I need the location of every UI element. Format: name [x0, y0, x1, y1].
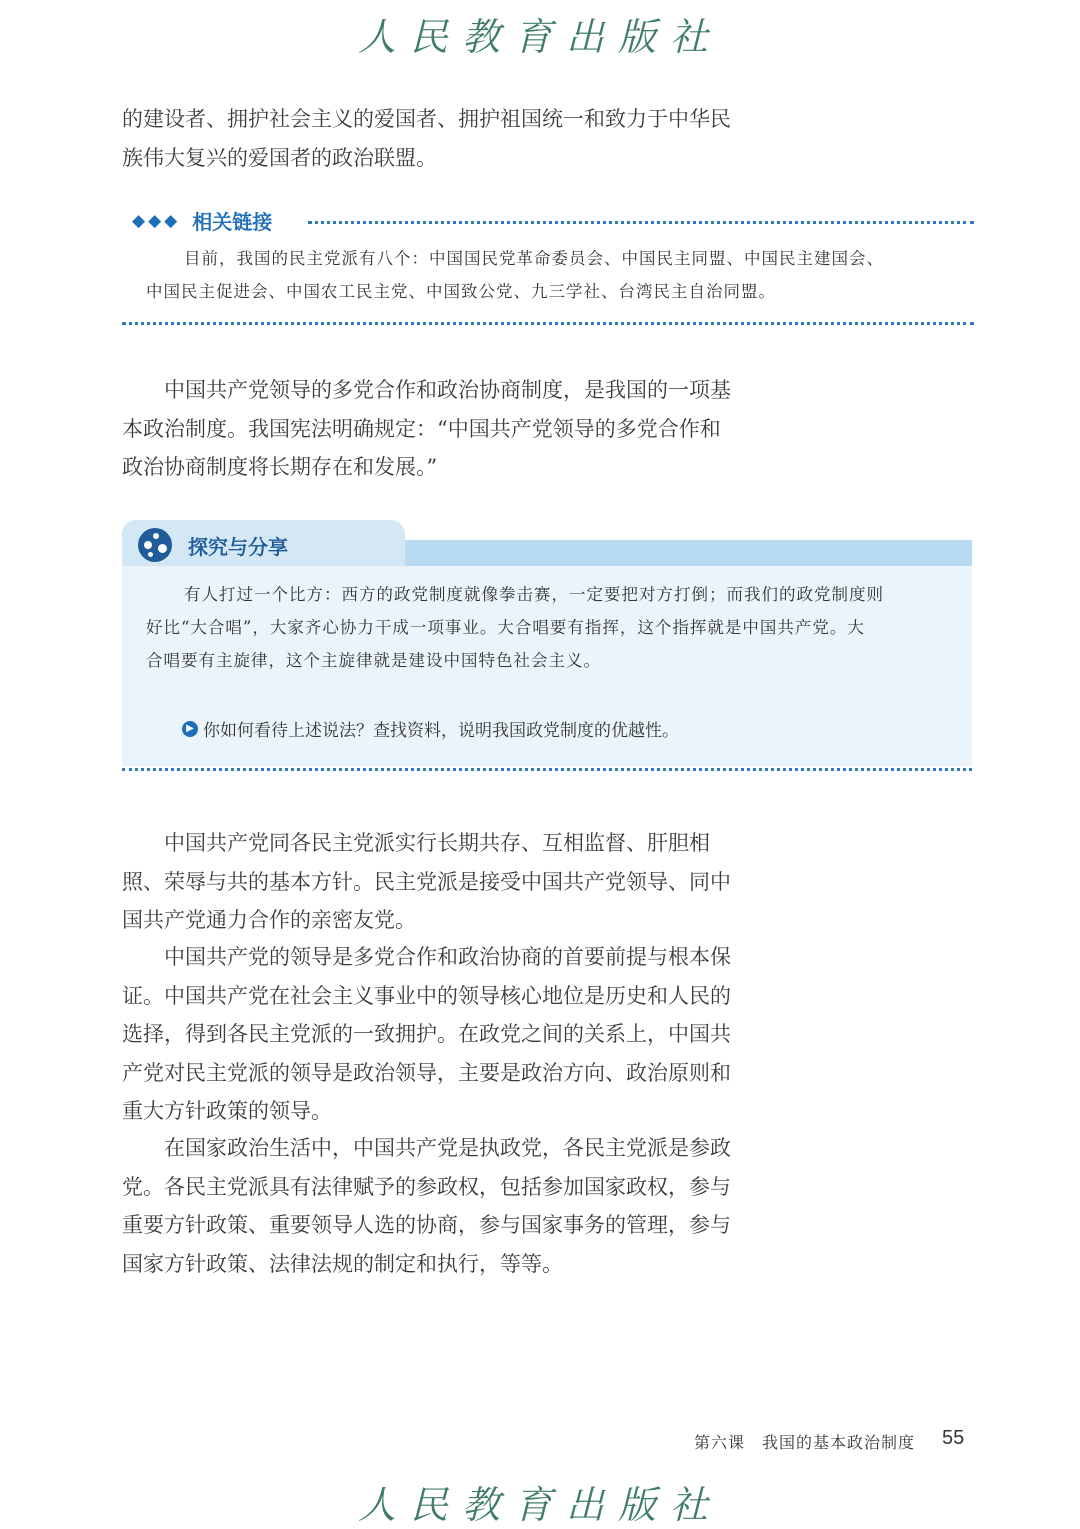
text-line: 目前，我国的民主党派有八个：中国国民党革命委员会、中国民主同盟、中国民主建国会、 — [183, 249, 884, 268]
text-line: 重要方针政策、重要领导人选的协商，参与国家事务的管理，参与 — [122, 1213, 731, 1237]
explore-text — [146, 578, 952, 677]
text-line: 在国家政治生活中，中国共产党是执政党，各民主党派是参政 — [164, 1136, 731, 1160]
paragraph-continuation — [122, 100, 754, 177]
paragraph-1 — [122, 371, 754, 487]
question-text: 你如何看待上述说法？查找资料，说明我国政党制度的优越性。 — [203, 721, 679, 741]
explore-icon — [138, 528, 172, 562]
text-line: 族伟大复兴的爱国者的政治联盟。 — [122, 145, 437, 170]
dotted-divider — [122, 322, 974, 325]
text-line: 好比“大合唱”，大家齐心协力干成一项事业。大合唱要有指挥，这个指挥就是中国共产党。大 — [146, 618, 865, 637]
text-line: 的建设者、拥护社会主义的爱国者、拥护祖国统一和致力于中华民 — [122, 107, 731, 131]
text-line: 有人打过一个比方：西方的政党制度就像拳击赛，一定要把对方打倒；而我们的政党制度则 — [183, 585, 884, 604]
related-link-box — [122, 204, 974, 328]
page-number: 55 — [942, 1427, 965, 1449]
diamond-icon: ◆◆◆ — [132, 210, 181, 231]
text-line: 产党对民主党派的领导是政治领导，主要是政治方向、政治原则和 — [122, 1060, 731, 1085]
text-line: 合唱要有主旋律，这个主旋律就是建设中国特色社会主义。 — [146, 651, 601, 670]
text-line: 党。各民主党派具有法律赋予的参政权，包括参加国家政权，参与 — [122, 1174, 731, 1199]
text-line: 国家方针政策、法律法规的制定和执行，等等。 — [122, 1251, 563, 1276]
text-line: 证。中国共产党在社会主义事业中的领导核心地位是历史和人民的 — [122, 983, 731, 1008]
paragraph-3 — [122, 938, 754, 1131]
text-line: 中国共产党领导的多党合作和政治协商制度，是我国的一项基 — [164, 378, 731, 402]
explore-question — [182, 716, 679, 741]
explore-title: 探究与分享 — [188, 535, 288, 559]
text-line: 国共产党通力合作的亲密友党。 — [122, 908, 416, 932]
publisher-watermark-bottom: 人民教育出版社 — [357, 1483, 722, 1527]
chapter-label: 第六课 我国的基本政治制度 — [694, 1433, 916, 1452]
dotted-divider — [308, 221, 974, 224]
paragraph-2 — [122, 824, 754, 940]
text-line: 重大方针政策的领导。 — [122, 1099, 332, 1123]
explore-share-box — [122, 520, 972, 772]
related-link-body — [146, 242, 956, 308]
explore-body — [122, 566, 972, 766]
text-line: 中国民主促进会、中国农工民主党、中国致公党、九三学社、台湾民主自治同盟。 — [146, 282, 776, 301]
text-line: 选择，得到各民主党派的一致拥护。在政党之间的关系上，中国共 — [122, 1022, 731, 1046]
text-line: 本政治制度。我国宪法明确规定：“中国共产党领导的多党合作和 — [122, 416, 721, 441]
text-line: 中国共产党同各民主党派实行长期共存、互相监督、肝胆相 — [164, 831, 710, 855]
related-link-header — [132, 206, 272, 235]
dotted-divider — [122, 768, 972, 771]
text-line: 照、荣辱与共的基本方针。民主党派是接受中国共产党领导、同中 — [122, 869, 731, 894]
text-line: 政治协商制度将长期存在和发展。” — [122, 455, 438, 479]
text-line: 中国共产党的领导是多党合作和政治协商的首要前提与根本保 — [164, 945, 731, 969]
publisher-watermark-top: 人民教育出版社 — [357, 15, 722, 59]
related-link-title: 相关链接 — [192, 210, 273, 234]
paragraph-4 — [122, 1129, 754, 1283]
arrow-right-icon: ▶ — [182, 721, 198, 737]
